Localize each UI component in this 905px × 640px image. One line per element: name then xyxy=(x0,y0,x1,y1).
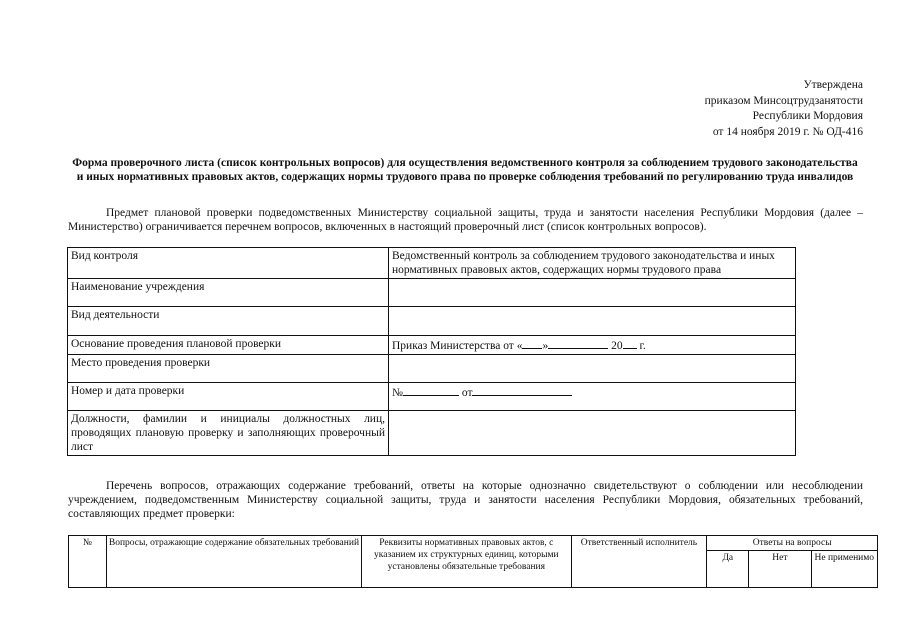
number-date-value[interactable] xyxy=(389,383,796,411)
form-row-control-type xyxy=(68,248,796,279)
officials-value[interactable] xyxy=(389,411,796,456)
approval-line-2: приказом Минсоцтрудзанятости xyxy=(704,94,863,107)
activity-label: Вид деятельности xyxy=(68,307,389,336)
answer-yes: Да xyxy=(707,551,749,588)
answer-na: Не применимо xyxy=(811,551,877,588)
date-ot: от xyxy=(461,387,473,399)
col-number: № xyxy=(69,536,107,588)
basis-suffix: г. xyxy=(639,340,646,352)
document-title: Форма проверочного листа (список контрольных вопросов) для осуществления ведомственного контроля за соблюдением трудового законодательства и иных нормативных правовых актов, содержащих нормы трудового права по проверке соблюдения требований по регулированию труда инвалидов xyxy=(72,157,858,183)
activity-value[interactable] xyxy=(389,307,796,336)
date-blank[interactable] xyxy=(472,384,572,396)
col-questions: Вопросы, отражающие содержание обязательных требований xyxy=(106,536,361,588)
place-label: Место проведения проверки xyxy=(68,355,389,383)
approval-line-3: Республики Мордовия xyxy=(752,110,863,122)
basis-value[interactable] xyxy=(389,336,796,355)
basis-month-blank[interactable] xyxy=(548,337,608,349)
col-requisites: Реквизиты нормативных правовых актов, с указанием их структурных единиц, которыми установлены обязательные требования xyxy=(362,536,571,588)
number-blank[interactable] xyxy=(403,384,459,396)
col-executor: Ответственный исполнитель xyxy=(571,536,707,588)
form-row-place xyxy=(68,355,796,383)
form-row-activity xyxy=(68,307,796,336)
form-row-institution xyxy=(68,279,796,307)
institution-value[interactable] xyxy=(389,279,796,307)
approval-stamp xyxy=(563,78,863,140)
col-answers: Ответы на вопросы xyxy=(707,536,878,551)
number-date-label: Номер и дата проверки xyxy=(68,383,389,411)
form-row-basis xyxy=(68,336,796,355)
place-value[interactable] xyxy=(389,355,796,383)
questions-intro-paragraph: Перечень вопросов, отражающих содержание требований, ответы на которые однозначно свидетельствуют о соблюдении или несоблюдении учреждением, подведомственным Министерству социальной защиты, труда и занятости населения Республики Мордовия, обязательных требований, составляющих предмет проверки: xyxy=(68,480,863,520)
basis-day-blank[interactable] xyxy=(522,337,542,349)
answer-no: Нет xyxy=(749,551,811,588)
control-type-label: Вид контроля xyxy=(68,248,389,279)
basis-year-blank[interactable] xyxy=(623,337,637,349)
officials-label: Должности, фамилии и инициалы должностных лиц, проводящих плановую проверку и заполняющих проверочный лист xyxy=(68,411,389,456)
questions-header-row xyxy=(69,536,878,551)
basis-year: 20 xyxy=(611,340,623,352)
number-sign: № xyxy=(392,387,403,399)
basis-prefix: Приказ Министерства от « xyxy=(392,340,523,352)
approval-line-4: от 14 ноября 2019 г. № ОД-416 xyxy=(712,125,863,138)
basis-mid: » xyxy=(542,340,549,352)
form-row-officials xyxy=(68,411,796,456)
control-type-value: Ведомственный контроль за соблюдением трудового законодательства и иных нормативных правовых актов, содержащих нормы трудового права xyxy=(389,248,796,279)
questions-table xyxy=(68,535,878,588)
approval-line-1: Утверждена xyxy=(803,79,863,91)
form-row-number-date xyxy=(68,383,796,411)
institution-label: Наименование учреждения xyxy=(68,279,389,307)
inspection-form-table xyxy=(67,247,796,456)
basis-label: Основание проведения плановой проверки xyxy=(68,336,389,355)
intro-paragraph: Предмет плановой проверки подведомственных Министерству социальной защиты, труда и занятости населения Республики Мордовия (далее – Министерство) ограничивается перечнем вопросов, включенных в настоящий проверочный лист (список контрольных вопросов). xyxy=(68,207,863,233)
